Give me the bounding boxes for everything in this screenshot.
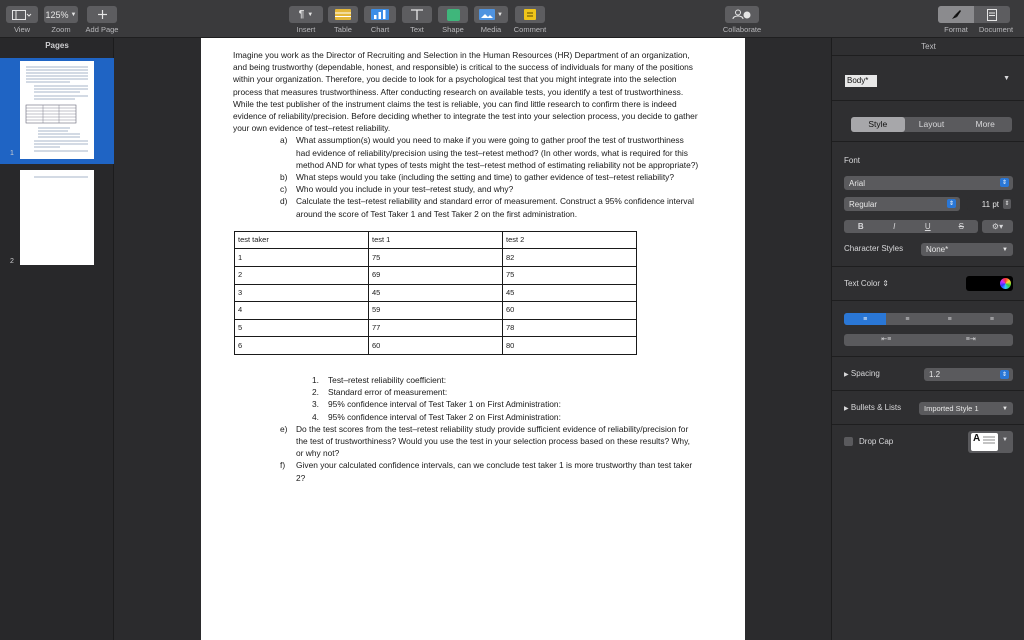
list-item[interactable] — [280, 423, 699, 460]
add-page-label: Add Page — [85, 25, 119, 34]
table-cell[interactable]: 45 — [369, 284, 503, 302]
chart-button[interactable] — [364, 6, 396, 23]
add-page-icon — [97, 9, 108, 20]
page-thumbnail-image — [20, 170, 94, 265]
list-marker: 4. — [312, 411, 319, 422]
text-color-label-text: Text Color — [844, 279, 881, 288]
font-style-buttons — [844, 220, 978, 233]
tab-more[interactable]: More — [975, 119, 995, 129]
text-lines-icon — [983, 436, 995, 446]
indent-icon: ≡⇥ — [965, 336, 976, 343]
list-item-text: What steps would you take (including the setting and time) to gather evidence of test–retest reliability? — [296, 172, 675, 183]
text-color-well[interactable] — [966, 276, 1013, 291]
table-cell[interactable]: 3 — [235, 284, 369, 302]
list-marker: 3. — [312, 399, 319, 410]
font-family-value: Arial — [849, 178, 866, 188]
font-size-value: 11 pt — [981, 199, 999, 209]
text-color-label — [844, 279, 889, 288]
divider — [832, 266, 1024, 267]
table-row — [235, 337, 637, 355]
list-marker: d) — [280, 196, 288, 207]
up-down-chevron-icon: ⇕ — [948, 201, 955, 207]
table-cell[interactable]: 5 — [235, 319, 369, 337]
bullets-label: Bullets & Lists — [850, 403, 902, 412]
comment-icon — [524, 9, 536, 20]
format-inspector — [831, 38, 1024, 640]
table-cell[interactable]: 1 — [235, 249, 369, 267]
font-size-field[interactable] — [967, 197, 1013, 211]
table-cell[interactable]: 60 — [503, 302, 637, 320]
divider — [832, 55, 1024, 56]
font-weight-value: Regular — [849, 199, 878, 209]
list-item-text: Calculate the test–retest reliability and standard error of measurement. Construct a 95% confidence interval around the score of Test Taker 1 and Test Taker 2 on the first administration. — [296, 196, 695, 219]
divider — [832, 100, 1024, 101]
intro-paragraph[interactable]: Imagine you work as the Director of Recruiting and Selection in the Human Resources (HR) Department of an organization, and being trustworthy (dependable, honest, and responsible) is critical to the success of individuals for many of the positions within your organization. Therefore, you decide to look for a psychological test that you might integrate into the selection process that measures trustworthiness. After conducting research on available tests, you identify a test of trustworthiness. While the test publisher of the instrument claims the test is reliable, you can find little research to confirm there is indeed evidence of reliability/precision. Before deciding whether to integrate the test into your selection process, you decide to gather your own evidence of test–retest reliability. — [233, 50, 698, 134]
table-row — [235, 284, 637, 302]
list-item-text: 95% confidence interval of Test Taker 1 on First Administration: — [328, 399, 561, 410]
align-center-icon: ≡ — [905, 315, 910, 323]
underline-button[interactable]: U — [924, 222, 931, 231]
align-left-icon: ≡ — [863, 315, 868, 323]
table-row — [235, 267, 637, 285]
up-down-chevron-icon: ⇕ — [882, 279, 889, 288]
zoom-select[interactable] — [44, 6, 78, 23]
page-number: 2 — [10, 258, 14, 265]
italic-button[interactable]: I — [893, 222, 896, 231]
chevron-down-icon: ▼ — [70, 11, 77, 18]
text-box-icon — [410, 9, 424, 21]
page-thumbnail-image — [20, 61, 94, 159]
disclosure-triangle-icon: ▶ — [844, 406, 849, 412]
document-canvas — [115, 38, 831, 640]
list-item[interactable] — [280, 134, 699, 171]
inspector-header: Text — [921, 42, 936, 51]
chevron-down-icon: ▼ — [307, 11, 314, 18]
toolbar — [0, 0, 1024, 38]
spacing-label: Spacing — [850, 369, 880, 378]
divider — [832, 141, 1024, 142]
page-preview-lines — [20, 61, 94, 159]
insert-label: Insert — [296, 25, 316, 34]
list-item[interactable] — [280, 459, 699, 483]
divider — [832, 424, 1024, 425]
up-down-chevron-icon: ⇕ — [1001, 180, 1008, 186]
stepper-icon[interactable]: ⇕ — [1004, 201, 1010, 207]
shape-icon — [447, 9, 460, 21]
table-cell[interactable]: 60 — [369, 337, 503, 355]
list-item-text: Standard error of measurement: — [328, 387, 448, 398]
character-styles-value: None* — [926, 245, 949, 254]
bullets-disclosure[interactable] — [844, 403, 901, 412]
list-item[interactable] — [280, 183, 699, 195]
chevron-down-icon[interactable]: ▼ — [1003, 75, 1010, 82]
list-item[interactable] — [312, 386, 699, 398]
sidebar-view-icon — [12, 10, 32, 20]
table-cell[interactable]: 82 — [503, 249, 637, 267]
up-down-chevron-icon: ⇕ — [1001, 372, 1008, 378]
drop-cap-glyph: A — [973, 433, 981, 444]
divider — [832, 356, 1024, 357]
table-cell[interactable]: 69 — [369, 267, 503, 285]
justify-button[interactable] — [971, 313, 1013, 325]
paragraph-style-value[interactable]: Body* — [845, 75, 877, 87]
drop-cap-style-select[interactable] — [968, 431, 1013, 453]
table-cell[interactable]: 75 — [369, 249, 503, 267]
list-item-text: Do the test scores from the test–retest reliability study provide sufficient evidence of reliability/precision for the test of trustworthiness? Would you use the test in your selection process based on these results? Why, or why not? — [296, 423, 690, 459]
spacing-select[interactable] — [924, 368, 1013, 381]
page-preview-lines — [20, 170, 94, 190]
numbered-list — [233, 374, 699, 423]
table-icon — [335, 9, 351, 20]
paragraph-icon: ¶ — [298, 9, 305, 20]
chart-icon — [371, 9, 389, 20]
list-marker: b) — [280, 172, 288, 183]
bold-button[interactable]: B — [857, 222, 864, 231]
table-cell[interactable]: 80 — [503, 337, 637, 355]
list-item[interactable] — [280, 171, 699, 183]
list-marker: 1. — [312, 375, 319, 385]
justify-icon: ≡ — [989, 315, 994, 323]
list-item[interactable] — [312, 411, 699, 423]
table-header-row — [235, 231, 637, 249]
bullets-value: Imported Style 1 — [924, 404, 979, 413]
question-list-continued — [233, 423, 699, 484]
chevron-down-icon: ▼ — [1002, 246, 1008, 253]
align-center-button[interactable] — [886, 313, 928, 325]
chart-label: Chart — [370, 25, 390, 34]
list-marker: e) — [280, 423, 288, 434]
table-row — [235, 249, 637, 267]
increase-indent-button[interactable] — [929, 334, 1014, 346]
table-label: Table — [334, 25, 352, 34]
indent-buttons — [844, 334, 1013, 346]
format-label: Format — [944, 25, 968, 34]
text-options-button[interactable] — [982, 220, 1013, 233]
media-button[interactable] — [474, 6, 508, 23]
font-family-select[interactable] — [844, 176, 1013, 190]
font-section-label: Font — [844, 156, 861, 165]
character-styles-select[interactable] — [921, 243, 1013, 256]
align-right-button[interactable] — [929, 313, 971, 325]
table-button[interactable] — [328, 6, 358, 23]
document-label: Document — [978, 25, 1014, 34]
table-cell[interactable]: 75 — [503, 267, 637, 285]
table-header-cell[interactable]: test 2 — [503, 231, 637, 249]
insert-button[interactable] — [289, 6, 323, 23]
align-right-icon: ≡ — [947, 315, 952, 323]
list-marker: c) — [280, 184, 287, 195]
table-cell[interactable]: 77 — [369, 319, 503, 337]
list-marker: 2. — [312, 387, 319, 398]
alignment-buttons — [844, 313, 1013, 325]
view-label: View — [13, 25, 31, 34]
collaborate-label: Collaborate — [722, 25, 762, 34]
list-item[interactable] — [312, 398, 699, 410]
list-item-text: Given your calculated confidence intervals, can we conclude test taker 1 is more trustworthy than test taker 2? — [296, 460, 693, 483]
shape-button[interactable] — [438, 6, 468, 23]
list-marker: a) — [280, 135, 288, 146]
add-page-button[interactable] — [87, 6, 117, 23]
page-thumbnail-2[interactable] — [0, 167, 114, 267]
table-cell[interactable]: 78 — [503, 319, 637, 337]
inspector-segment — [938, 6, 1010, 23]
view-button[interactable] — [6, 6, 38, 23]
table-row — [235, 319, 637, 337]
drop-cap-label: Drop Cap — [859, 437, 894, 446]
chevron-down-icon: ▼ — [1002, 437, 1008, 443]
document-page[interactable] — [201, 38, 745, 640]
question-list — [233, 134, 699, 219]
list-item-text: Who would you include in your test–retest study, and why? — [296, 184, 514, 195]
text-button[interactable] — [402, 6, 432, 23]
list-item-text: 95% confidence interval of Test Taker 2 on First Administration: — [328, 411, 561, 422]
outdent-icon: ⇤≡ — [881, 336, 892, 343]
comment-button[interactable] — [515, 6, 545, 23]
list-item-text: What assumption(s) would you need to make if you were going to gather proof the test of trustworthiness had evidence of reliability/precision using the test–retest method? (In other words, what is required for this method AND for what types of tests might the test–retest method of estimating reliability not be appropriate?) — [296, 135, 699, 170]
list-item[interactable] — [312, 374, 699, 386]
tab-style[interactable]: Style — [851, 117, 905, 132]
gear-icon: ⚙▾ — [991, 222, 1004, 231]
table-header-cell[interactable]: test taker — [235, 231, 369, 249]
page-thumbnails-sidebar — [0, 38, 114, 640]
align-left-button[interactable] — [844, 313, 886, 325]
list-marker: f) — [280, 460, 286, 471]
list-item-text: Test–retest reliability coefficient: — [328, 375, 447, 385]
color-wheel-icon[interactable] — [1000, 278, 1011, 289]
table-row — [235, 302, 637, 320]
divider — [832, 300, 1024, 301]
inspector-tabs — [851, 117, 1012, 132]
media-label: Media — [480, 25, 502, 34]
collaborate-icon — [732, 9, 752, 20]
drop-cap-preview — [971, 433, 998, 451]
drop-cap-checkbox[interactable] — [844, 437, 853, 446]
table-cell[interactable]: 4 — [235, 302, 369, 320]
table-cell[interactable]: 6 — [235, 337, 369, 355]
font-weight-select[interactable] — [844, 197, 960, 211]
page-thumbnail-1[interactable] — [0, 58, 114, 164]
table-cell[interactable]: 2 — [235, 267, 369, 285]
divider — [832, 390, 1024, 391]
document-body — [233, 49, 699, 484]
shape-label: Shape — [442, 25, 464, 34]
text-label: Text — [410, 25, 424, 34]
bullets-select[interactable] — [919, 402, 1013, 415]
comment-label: Comment — [513, 25, 547, 34]
paintbrush-icon — [950, 9, 962, 20]
table-cell[interactable]: 59 — [369, 302, 503, 320]
list-item[interactable] — [280, 195, 699, 219]
character-styles-label: Character Styles — [844, 244, 904, 253]
pages-title: Pages — [45, 41, 69, 50]
zoom-label: Zoom — [51, 25, 71, 34]
spacing-value: 1.2 — [929, 370, 941, 379]
tab-layout[interactable]: Layout — [918, 119, 945, 129]
strikethrough-button[interactable]: S — [958, 222, 964, 231]
disclosure-triangle-icon: ▶ — [844, 372, 849, 378]
zoom-value: 125% — [45, 9, 69, 20]
decrease-indent-button[interactable] — [844, 334, 929, 346]
media-icon — [479, 9, 495, 20]
chevron-down-icon: ▼ — [497, 11, 503, 18]
page-number: 1 — [10, 150, 14, 157]
document-button[interactable] — [974, 6, 1010, 23]
format-button[interactable] — [938, 6, 974, 23]
chevron-down-icon: ▼ — [1002, 405, 1008, 412]
scores-table[interactable] — [234, 231, 637, 355]
collaborate-button[interactable] — [725, 6, 759, 23]
table-header-cell[interactable]: test 1 — [369, 231, 503, 249]
table-cell[interactable]: 45 — [503, 284, 637, 302]
document-icon — [987, 9, 997, 21]
spacing-disclosure[interactable] — [844, 369, 880, 378]
